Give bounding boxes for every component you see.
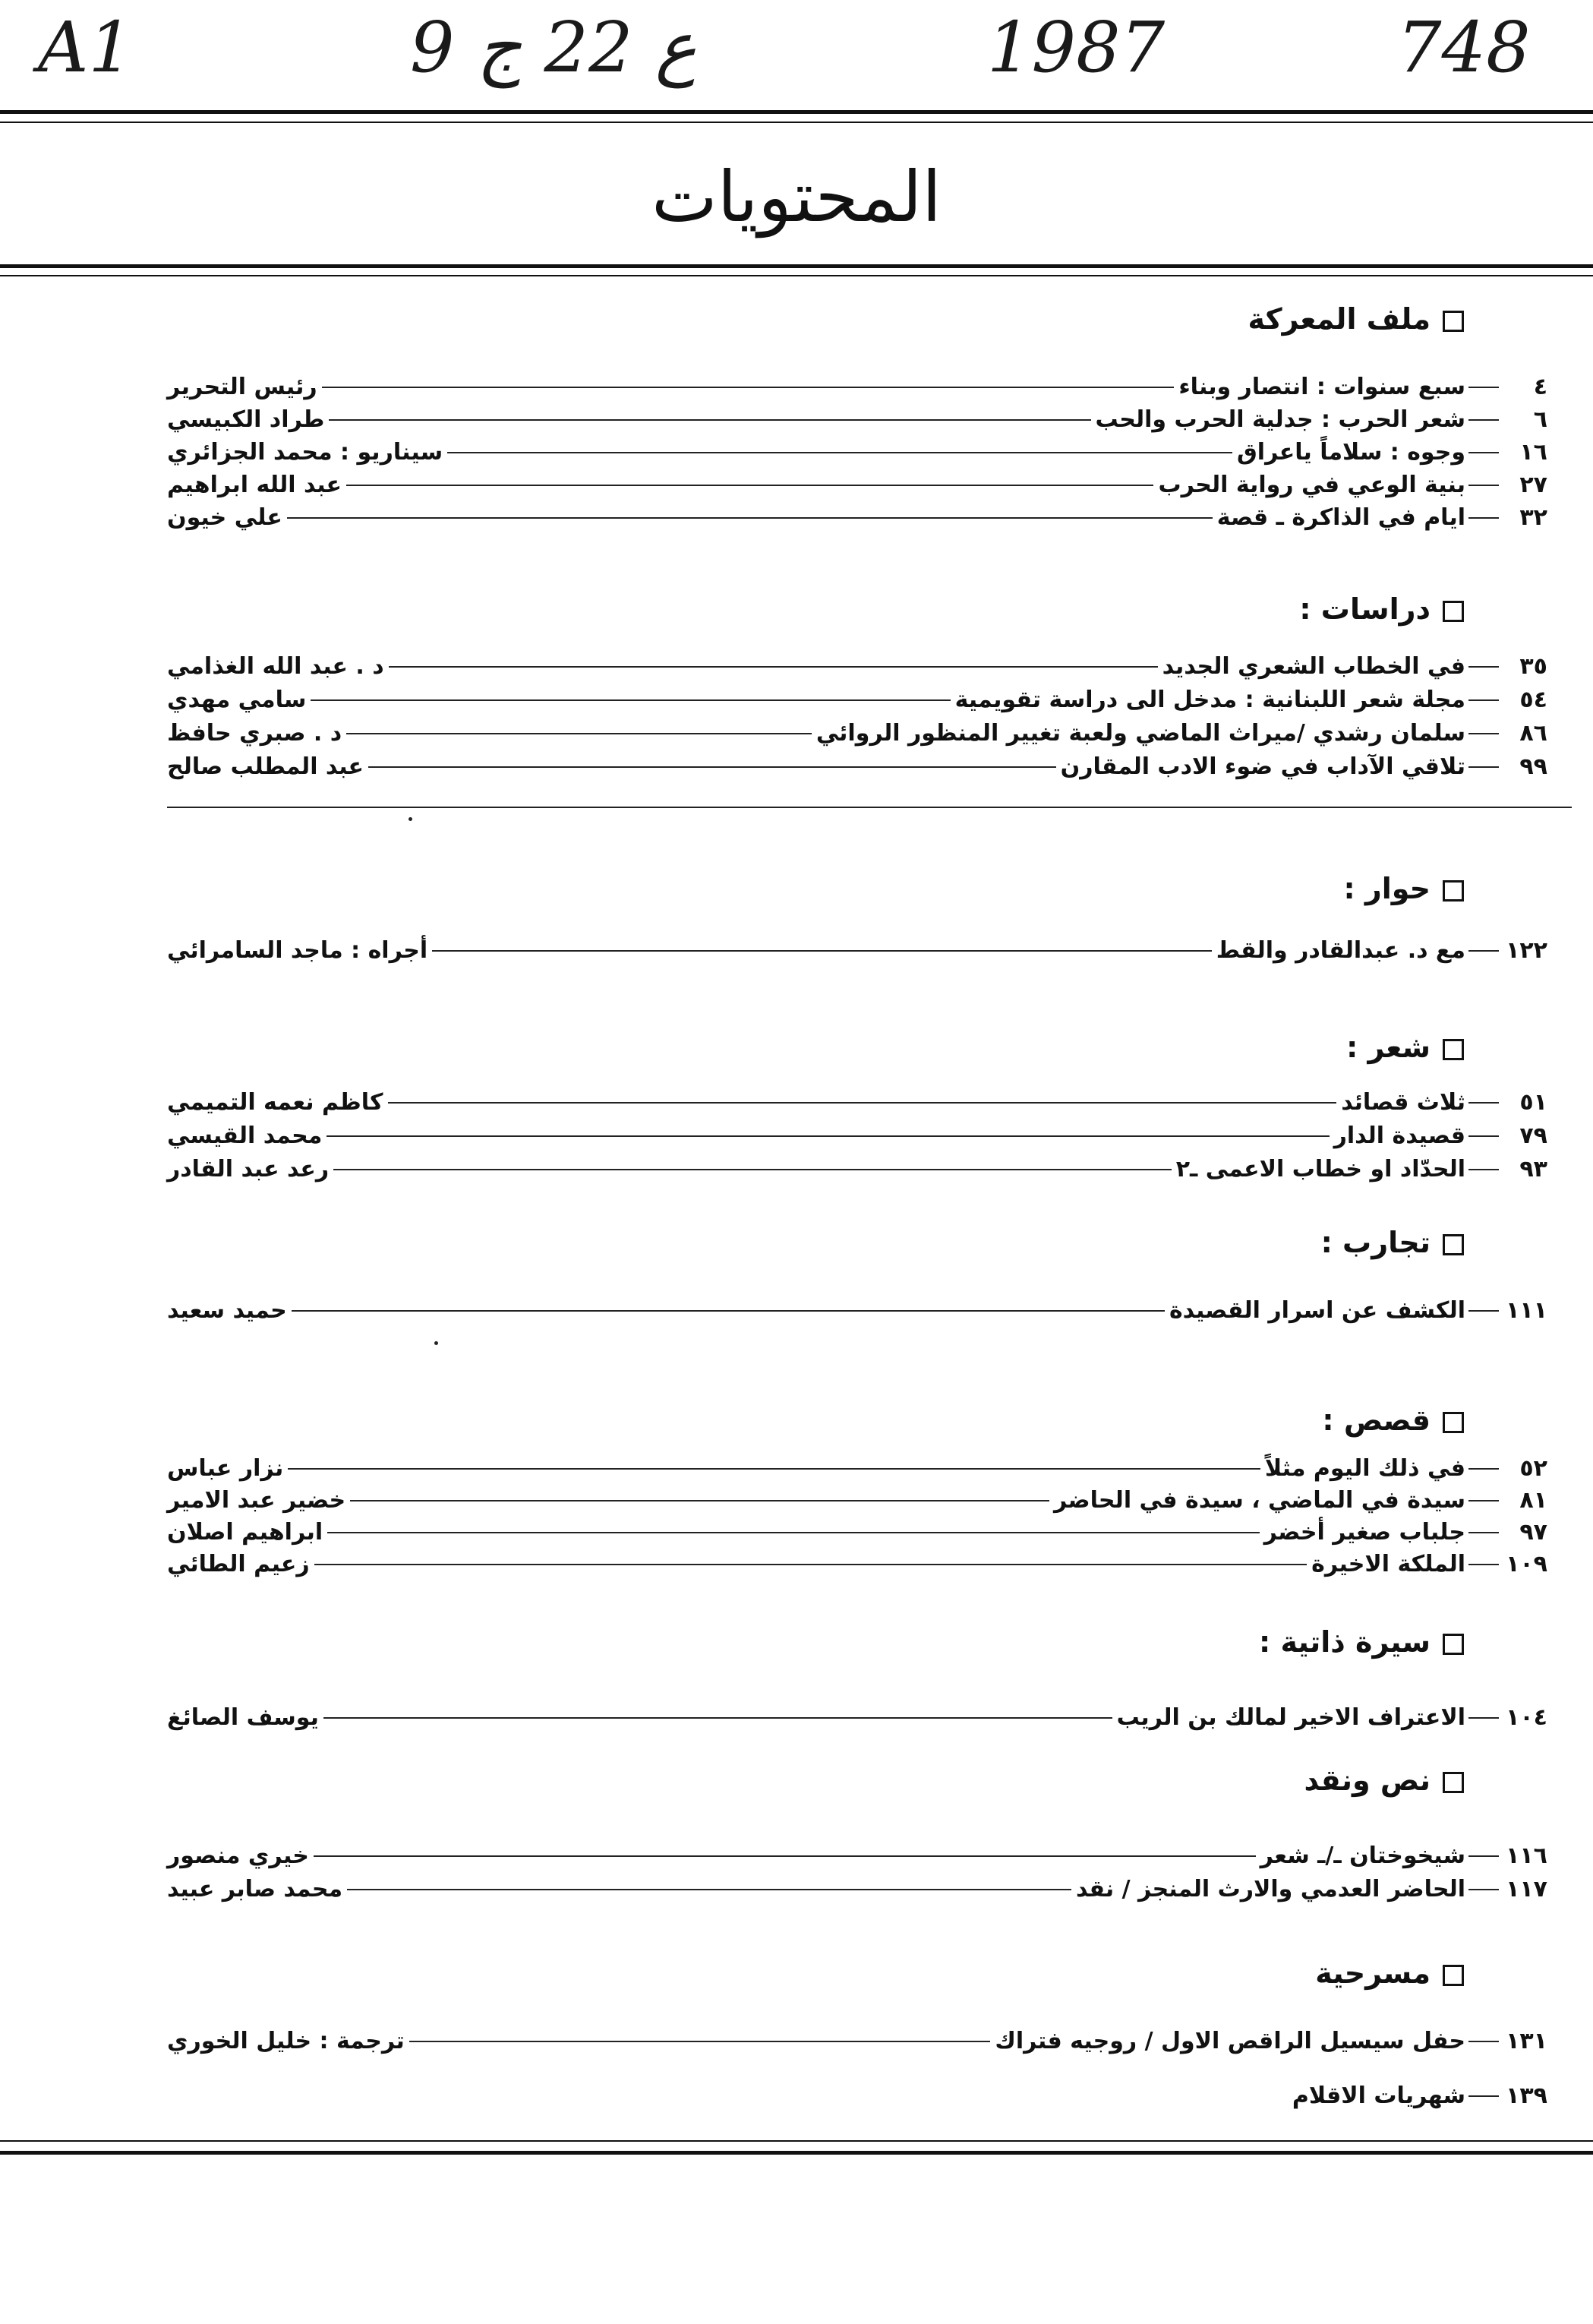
toc-entry: ٥٤ مجلة شعر اللبنانية : مدخل الى دراسة تقويمية سامي مهدي <box>167 687 1547 713</box>
checkbox-icon <box>1443 1634 1464 1655</box>
checkbox-icon <box>1443 1772 1464 1793</box>
toc-entry: ٩٣ الحدّاد او خطاب الاعمى ـ٢ رعد عبد القادر <box>167 1156 1547 1183</box>
toc-entry: ٩٩ تلاقي الآداب في ضوء الادب المقارن عبد المطلب صالح <box>167 753 1547 780</box>
ink-speck <box>434 1341 438 1345</box>
toc-entry: ١٠٩ الملكة الاخيرة زعيم الطائي <box>167 1551 1547 1577</box>
checkbox-icon <box>1443 1234 1464 1255</box>
toc-entry: ١١١ الكشف عن اسرار القصيدة حميد سعيد <box>167 1297 1547 1324</box>
section-heading-poetry: شعر : <box>1346 1029 1464 1066</box>
toc-entry: ١٣٩ شهريات الاقلام <box>1292 2082 1547 2109</box>
toc-entry: ١٦ وجوه : سلاماً ياعراق سيناريو : محمد الجزائري <box>167 439 1547 466</box>
section-heading-studies: دراسات : <box>1299 591 1464 627</box>
toc-entry: ٣٢ ايام في الذاكرة ـ قصة علي خيون <box>167 504 1547 531</box>
toc-entry: ٧٩ قصيدة الدار محمد القيسي <box>167 1123 1547 1149</box>
toc-entry: ٤ سبع سنوات : انتصار وبناء رئيس التحرير <box>167 374 1547 400</box>
title-rule-thick <box>0 264 1593 268</box>
toc-entry: ٨١ سيدة في الماضي ، سيدة في الحاضر خضير عبد الامير <box>167 1487 1547 1514</box>
toc-entry: ٦ شعر الحرب : جدلية الحرب والحب طراد الكبيسي <box>167 406 1547 433</box>
section-heading-autobiography: سيرة ذاتية : <box>1259 1624 1464 1660</box>
top-rule-thin <box>0 122 1593 123</box>
checkbox-icon <box>1443 1412 1464 1433</box>
section-heading-experiences: تجارب : <box>1321 1224 1464 1261</box>
bottom-rule-thick <box>0 2151 1593 2155</box>
ink-speck <box>409 817 412 821</box>
section-heading-battle: ملف المعركة <box>1248 301 1464 337</box>
handwritten-year: 1987 <box>987 7 1166 88</box>
checkbox-icon <box>1443 1039 1464 1060</box>
toc-entry: ٣٥ في الخطاب الشعري الجديد د . عبد الله الغذامي <box>167 653 1547 680</box>
section-separator <box>167 807 1572 808</box>
page-title: المحتويات <box>651 156 942 238</box>
title-rule-thin <box>0 275 1593 276</box>
toc-entry: ١١٦ شيخوختان ـ/ـ شعر خيري منصور <box>167 1842 1547 1869</box>
checkbox-icon <box>1443 880 1464 901</box>
section-heading-interview: حوار : <box>1343 870 1464 907</box>
top-rule-thick <box>0 110 1593 114</box>
handwritten-code: A1 <box>38 7 133 88</box>
toc-entry: ٢٧ بنية الوعي في رواية الحرب عبد الله ابراهيم <box>167 472 1547 498</box>
toc-entry: ١٣١ حفل سيسيل الراقص الاول / روجيه فتراك ترجمة : خليل الخوري <box>167 2028 1547 2054</box>
section-heading-stories: قصص : <box>1322 1402 1464 1438</box>
toc-entry: ٨٦ سلمان رشدي /ميراث الماضي ولعبة تغيير المنظور الروائي د . صبري حافظ <box>167 720 1547 747</box>
handwritten-ref: 748 <box>1397 7 1531 88</box>
toc-entry: ١٠٤ الاعتراف الاخير لمالك بن الريب يوسف الصائغ <box>167 1704 1547 1731</box>
toc-entry: ٥٢ في ذلك اليوم مثلاً نزار عباس <box>167 1455 1547 1482</box>
toc-entry: ٥١ ثلاث قصائد كاظم نعمه التميمي <box>167 1089 1547 1116</box>
checkbox-icon <box>1443 311 1464 332</box>
section-heading-play: مسرحية <box>1315 1955 1464 1991</box>
handwritten-issue: 9 ع 22 ج <box>410 7 697 88</box>
bottom-rule-thin <box>0 2140 1593 2142</box>
checkbox-icon <box>1443 601 1464 622</box>
toc-entry: ٩٧ جلباب صغير أخضر ابراهيم اصلان <box>167 1519 1547 1546</box>
checkbox-icon <box>1443 1965 1464 1986</box>
toc-entry: ١١٧ الحاضر العدمي والارث المنجز / نقد محمد صابر عبيد <box>167 1876 1547 1902</box>
section-heading-text-criticism: نص ونقد <box>1304 1762 1464 1798</box>
toc-entry: ١٢٢ مع د. عبدالقادر والقط أجراه : ماجد السامرائي <box>167 937 1547 964</box>
